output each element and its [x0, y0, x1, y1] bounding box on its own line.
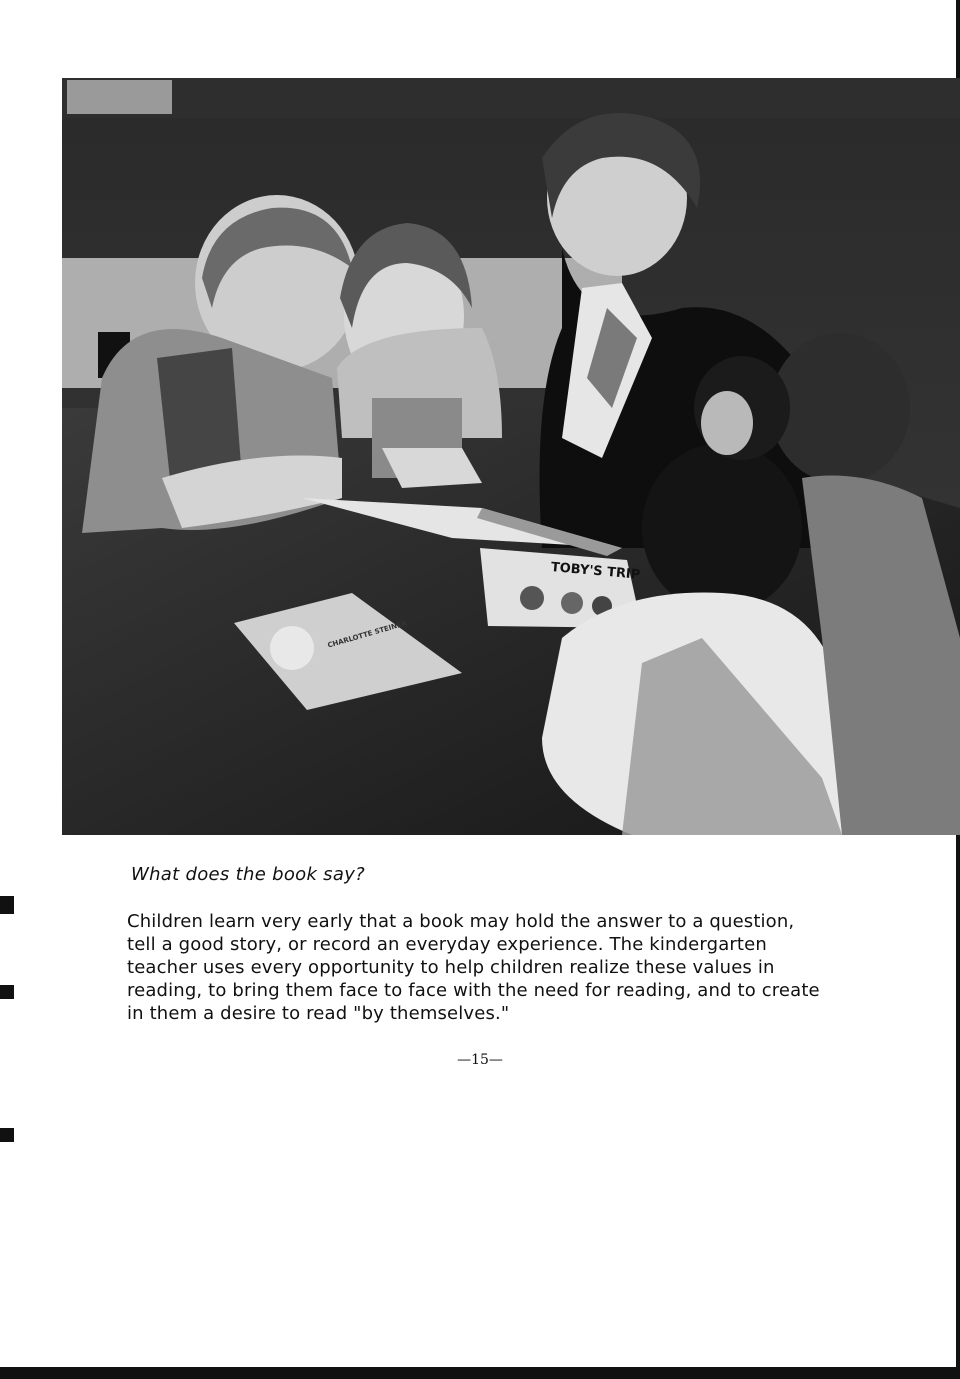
page-number: —15—: [457, 1052, 503, 1068]
binding-mark: [0, 1128, 14, 1142]
body-paragraph: Children learn very early that a book may hold the answer to a question, tell a good story, or record an everyday experience. The kindergarten teacher uses every opportunity to help children realize these values in reading, to bring them face to face with the need for reading, and to create in them a desire to read "by themselves.": [127, 911, 820, 1024]
photo-caption: What does the book say?: [131, 864, 366, 885]
classroom-photograph: [62, 78, 960, 835]
book-author-left: CHARLOTTE STEINER: [326, 619, 408, 650]
page-bottom-edge: [0, 1367, 960, 1379]
photograph-teacher-reading-to-children-icon: [62, 78, 960, 835]
binding-mark: [0, 985, 14, 999]
binding-mark: [0, 896, 14, 914]
book-title-toby: TOBY'S TRIP: [550, 560, 641, 583]
